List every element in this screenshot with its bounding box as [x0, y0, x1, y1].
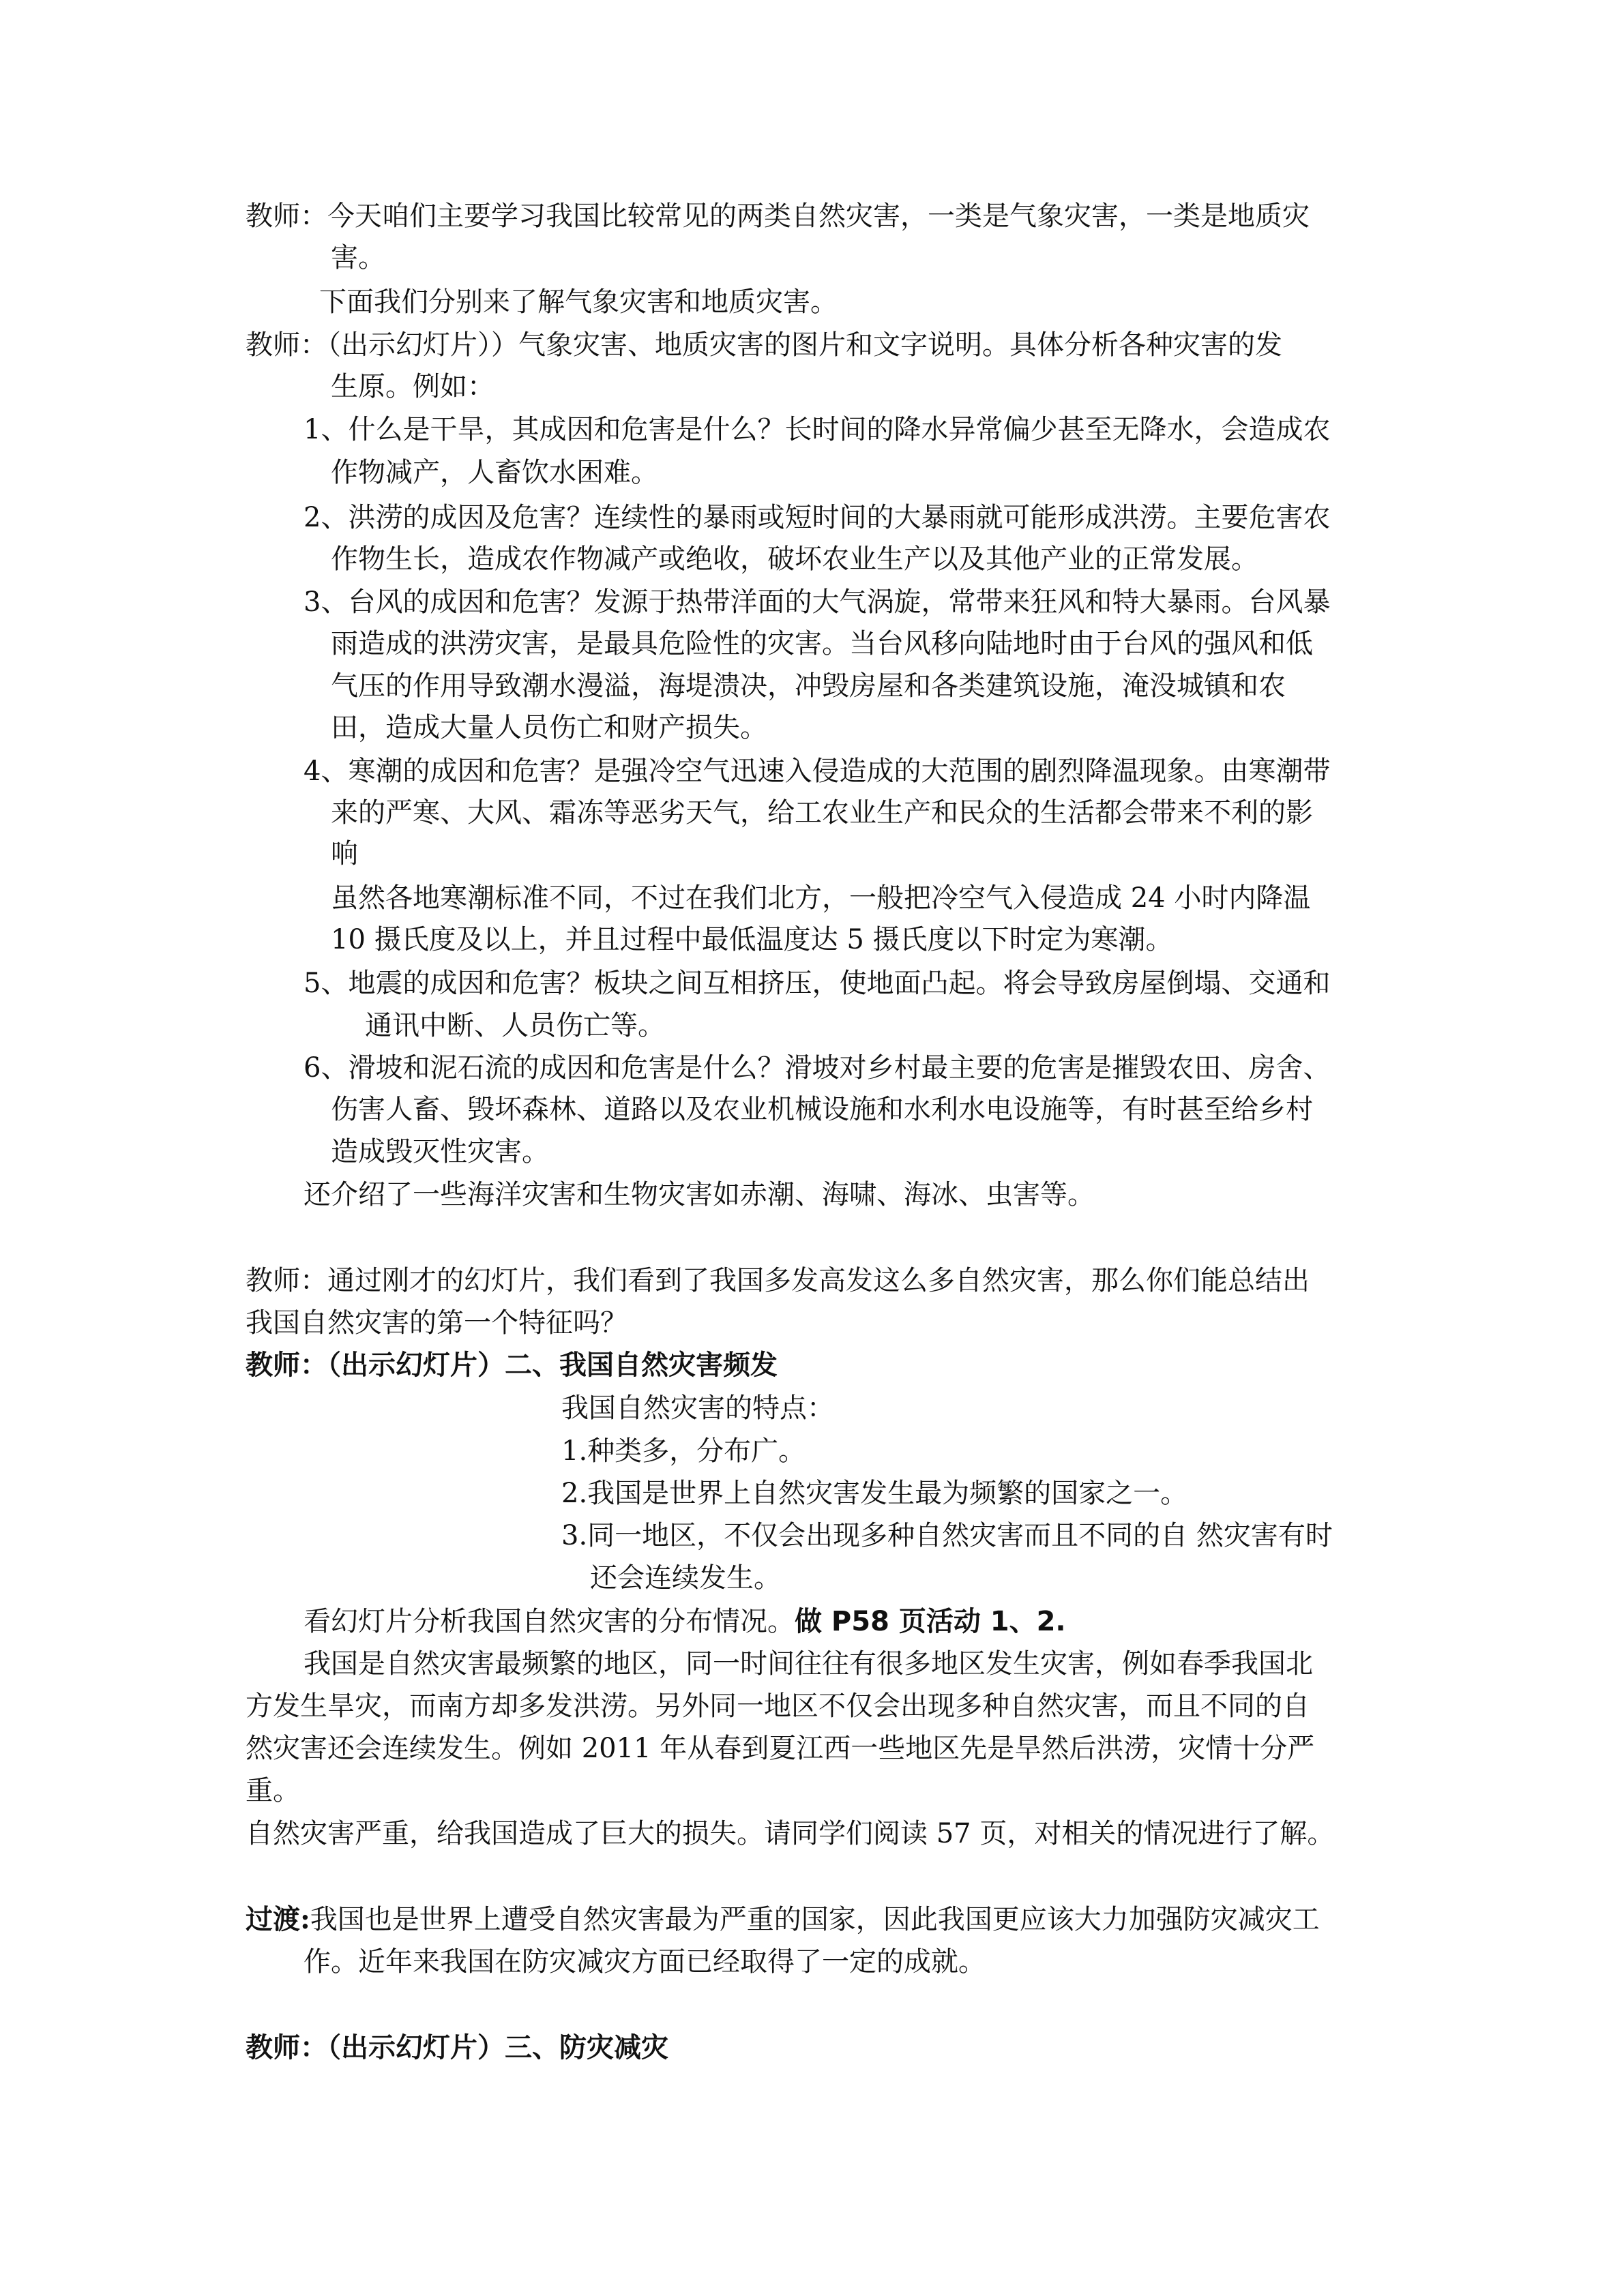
list-item-landslide-cont: 伤害人畜、毁坏森林、道路以及农业机械设施和水利水电设施等，有时甚至给乡村 [331, 1094, 1313, 1125]
paragraph-line: 方发生旱灾，而南方却多发洪涝。另外同一地区不仅会出现多种自然灾害，而且不同的自 [246, 1690, 1310, 1722]
list-item-typhoon: 3、台风的成因和危害？发源于热带洋面的大气涡旋，常带来狂风和特大暴雨。台风暴 [304, 586, 1331, 618]
list-item-typhoon-cont: 雨造成的洪涝灾害，是最具危险性的灾害。当台风移向陆地时由于台风的强风和低 [331, 628, 1313, 659]
feature-item-cont: 还会连续发生。 [590, 1562, 781, 1594]
transition-text: 我国也是世界上遭受自然灾害最为严重的国家，因此我国更应该大力加强防灾减灾工 [310, 1904, 1320, 1935]
feature-item: 1.种类多，分布广。 [561, 1435, 806, 1467]
section-heading-2: 教师：（出示幻灯片）二、我国自然灾害频发 [246, 1349, 778, 1381]
intro-line: 害。 [331, 242, 385, 273]
list-item-flood: 2、洪涝的成因及危害？连续性的暴雨或短时间的大暴雨就可能形成洪涝。主要危害农 [304, 502, 1331, 533]
question-line: 我国自然灾害的第一个特征吗？ [246, 1307, 628, 1339]
list-item-drought: 1、什么是干旱，其成因和危害是什么？长时间的降水异常偏少甚至无降水，会造成农 [304, 414, 1331, 445]
transition-label: 过渡: [246, 1903, 310, 1935]
list-item-drought-cont: 作物减产，人畜饮水困难。 [331, 457, 658, 488]
feature-item: 2.我国是世界上自然灾害发生最为频繁的国家之一。 [561, 1478, 1188, 1509]
list-item-cold-wave-cont: 10 摄氏度及以上，并且过程中最低温度达 5 摄氏度以下时定为寒潮。 [331, 924, 1173, 955]
section-heading-3: 教师：（出示幻灯片）三、防灾减灾 [246, 2031, 668, 2063]
list-item-landslide: 6、滑坡和泥石流的成因和危害是什么？滑坡对乡村最主要的危害是摧毁农田、房舍、 [304, 1052, 1331, 1084]
list-item-cold-wave-cont: 响 [331, 838, 358, 869]
activity-line [304, 1601, 1066, 1643]
list-item-cold-wave-cont: 虽然各地寒潮标准不同，不过在我们北方，一般把冷空气入侵造成 24 小时内降温 [331, 882, 1311, 914]
activity-bold: 做 P58 页活动 1、2. [795, 1606, 1066, 1637]
features-title: 我国自然灾害的特点： [561, 1392, 834, 1424]
list-item-typhoon-cont: 气压的作用导致潮水漫溢，海堤溃决，冲毁房屋和各类建筑设施，淹没城镇和农 [331, 670, 1286, 702]
transition-line [246, 1899, 1320, 1941]
paragraph-line: 自然灾害严重，给我国造成了巨大的损失。请同学们阅读 57 页，对相关的情况进行了解。 [246, 1818, 1335, 1849]
paragraph-line: 我国是自然灾害最频繁的地区，同一时间往往有很多地区发生灾害，例如春季我国北 [304, 1648, 1313, 1680]
list-item-earthquake-cont: 通讯中断、人员伤亡等。 [365, 1010, 665, 1041]
intro-line: 下面我们分别来了解气象灾害和地质灾害。 [319, 286, 838, 318]
question-line: 教师：通过刚才的幻灯片，我们看到了我国多发高发这么多自然灾害，那么你们能总结出 [246, 1265, 1310, 1296]
list-item-earthquake: 5、地震的成因和危害？板块之间互相挤压，使地面凸起。将会导致房屋倒塌、交通和 [304, 968, 1331, 999]
intro-line: 教师：（出示幻灯片））气象灾害、地质灾害的图片和文字说明。具体分析各种灾害的发 [246, 329, 1282, 361]
list-item-cold-wave-cont: 来的严寒、大风、霜冻等恶劣天气，给工农业生产和民众的生活都会带来不利的影 [331, 797, 1313, 829]
activity-text: 看幻灯片分析我国自然灾害的分布情况。 [304, 1606, 795, 1637]
paragraph-line: 重。 [246, 1775, 300, 1806]
paragraph-line: 然灾害还会连续发生。例如 2011 年从春到夏江西一些地区先是旱然后洪涝，灾情十分严 [246, 1733, 1315, 1764]
transition-line-cont: 作。近年来我国在防灾减灾方面已经取得了一定的成就。 [304, 1946, 986, 1978]
list-item-landslide-cont: 造成毁灭性灾害。 [331, 1136, 549, 1167]
list-item-cold-wave: 4、寒潮的成因和危害？是强冷空气迅速入侵造成的大范围的剧烈降温现象。由寒潮带 [304, 756, 1331, 787]
list-item-flood-cont: 作物生长，造成农作物减产或绝收，破坏农业生产以及其他产业的正常发展。 [331, 543, 1258, 575]
intro-line: 生原。例如： [331, 371, 494, 402]
intro-line: 教师：今天咱们主要学习我国比较常见的两类自然灾害，一类是气象灾害，一类是地质灾 [246, 200, 1310, 232]
extra-note: 还介绍了一些海洋灾害和生物灾害如赤潮、海啸、海冰、虫害等。 [304, 1179, 1095, 1210]
list-item-typhoon-cont: 田，造成大量人员伤亡和财产损失。 [331, 712, 767, 743]
feature-item: 3.同一地区，不仅会出现多种自然灾害而且不同的自 然灾害有时 [561, 1520, 1333, 1551]
